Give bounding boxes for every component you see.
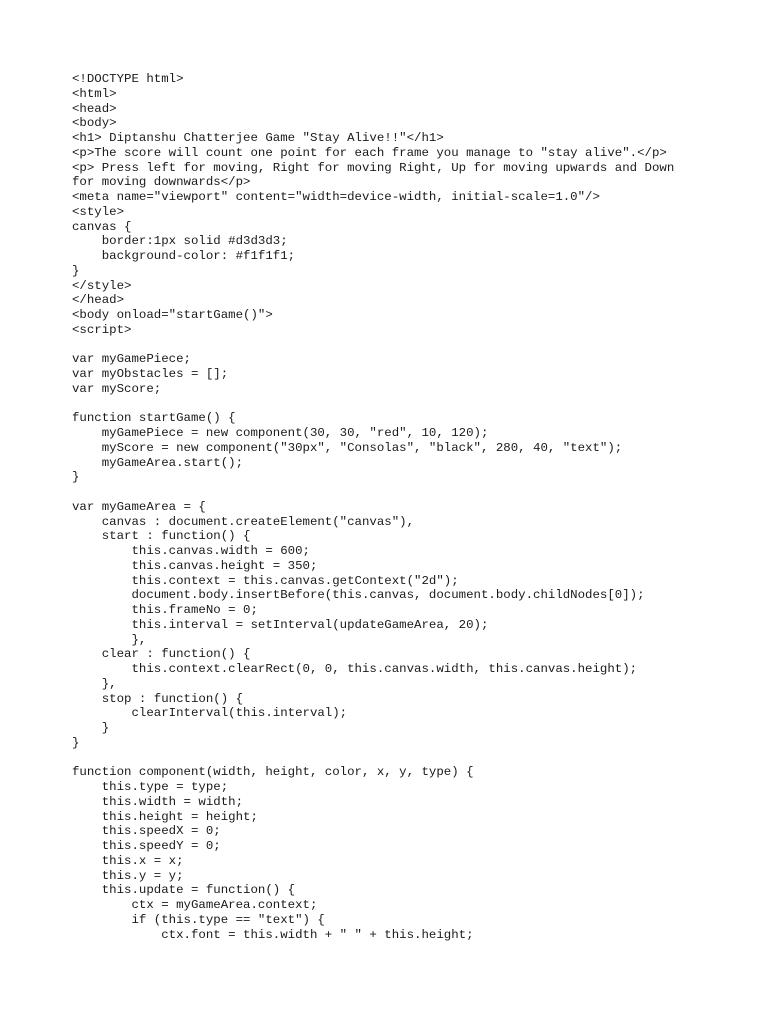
code-line: } xyxy=(72,470,80,485)
blank-line xyxy=(72,338,712,353)
code-line: <head> xyxy=(72,101,117,116)
code-line: } xyxy=(72,721,110,735)
code-line: </head> xyxy=(72,293,125,308)
code-line: this.canvas.height = 350; xyxy=(72,558,318,573)
code-line: this.context = this.canvas.getContext("2d"); xyxy=(72,573,459,588)
code-line: <meta name="viewport" content="width=device-width, initial-scale=1.0"/> xyxy=(72,190,600,204)
code-line: this.speedX = 0; xyxy=(72,824,221,839)
code-line: this.type = type; xyxy=(72,780,229,794)
code-line: this.y = y; xyxy=(72,868,184,883)
code-line: canvas { xyxy=(72,219,132,234)
code-line: <script> xyxy=(72,322,132,337)
code-line: var myObstacles = []; xyxy=(72,367,229,381)
code-line: }, xyxy=(72,676,117,691)
code-line: if (this.type == "text") { xyxy=(72,912,325,927)
code-line: start : function() { xyxy=(72,529,251,544)
blank-line xyxy=(72,751,712,766)
code-line: <h1> Diptanshu Chatterjee Game "Stay Alive!!"</h1> xyxy=(72,131,444,145)
code-line: <body> xyxy=(72,116,117,131)
code-line: <p>The score will count one point for each frame you manage to "stay alive".</p> xyxy=(72,145,667,160)
code-line: background-color: #f1f1f1; xyxy=(72,249,296,263)
code-line: <p> Press left for moving, Right for moving Right, Up for moving upwards and Down xyxy=(72,160,675,175)
code-line: this.update = function() { xyxy=(72,883,296,898)
code-line: function startGame() { xyxy=(72,411,236,426)
code-line: clearInterval(this.interval); xyxy=(72,706,348,721)
code-line: this.canvas.width = 600; xyxy=(72,544,310,558)
code-line: myGamePiece = new component(30, 30, "red", 10, 120); xyxy=(72,426,489,440)
code-line: document.body.insertBefore(this.canvas, document.body.childNodes[0]); xyxy=(72,588,645,603)
code-line: ctx = myGameArea.context; xyxy=(72,898,318,912)
code-line: for moving downwards</p> xyxy=(72,175,251,190)
code-line: myScore = new component("30px", "Consolas", "black", 280, 40, "text"); xyxy=(72,440,623,455)
code-line: border:1px solid #d3d3d3; xyxy=(72,234,288,249)
code-line: } xyxy=(72,735,80,750)
code-listing xyxy=(72,72,712,942)
code-line: stop : function() { xyxy=(72,691,244,706)
code-line: <body onload="startGame()"> xyxy=(72,308,273,322)
code-line: this.height = height; xyxy=(72,809,258,824)
code-line: clear : function() { xyxy=(72,647,251,662)
code-line: this.width = width; xyxy=(72,794,244,809)
code-line: ctx.font = this.width + " " + this.height; xyxy=(72,927,474,942)
code-line: this.frameNo = 0; xyxy=(72,603,258,617)
code-line: }, xyxy=(72,632,147,647)
code-line: myGameArea.start(); xyxy=(72,455,244,470)
code-line: this.context.clearRect(0, 0, this.canvas.width, this.canvas.height); xyxy=(72,662,638,676)
code-line: var myGamePiece; xyxy=(72,352,191,367)
blank-line xyxy=(72,397,712,412)
code-line: var myScore; xyxy=(72,381,162,396)
code-line: var myGameArea = { xyxy=(72,499,206,514)
code-line: function component(width, height, color, x, y, type) { xyxy=(72,765,474,780)
code-line: <!DOCTYPE html> xyxy=(72,72,184,86)
code-line: this.speedY = 0; xyxy=(72,839,221,853)
blank-line xyxy=(72,485,712,500)
code-line: <style> xyxy=(72,204,125,219)
code-line: canvas : document.createElement("canvas"), xyxy=(72,514,415,529)
code-line: this.interval = setInterval(updateGameArea, 20); xyxy=(72,617,489,632)
code-line: </style> xyxy=(72,278,132,293)
code-line: this.x = x; xyxy=(72,853,184,868)
code-line: } xyxy=(72,263,80,278)
code-line: <html> xyxy=(72,86,117,101)
